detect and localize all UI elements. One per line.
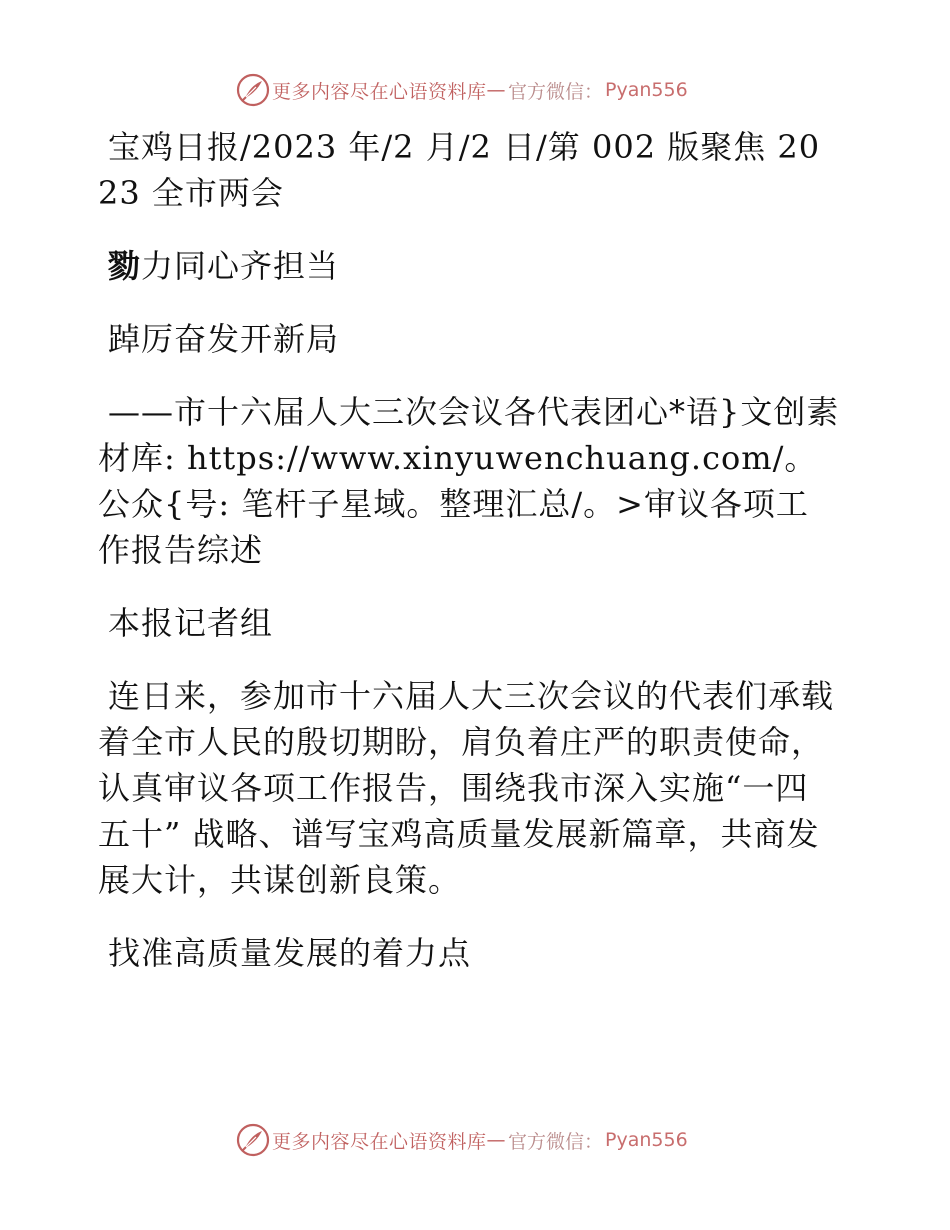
article-dateline: 宝鸡日报/2023 年/2 月/2 日/第 002 版聚焦 2023 全市两会 [98, 128, 821, 212]
headline-bold-char: 勠 [108, 247, 142, 285]
watermark-banner-top [236, 72, 688, 108]
headline-line-2: 踔厉奋发开新局 [108, 320, 340, 358]
section-heading: 找准高质量发展的着力点 [108, 934, 472, 972]
watermark-wechat-id: Pyan556 [605, 1129, 688, 1151]
byline: 本报记者组 [108, 604, 274, 642]
watermark-text: 更多内容尽在心语资料库 [272, 1130, 487, 1153]
headline-line-1 [98, 243, 840, 289]
subheadline: ——市十六届人大三次会议各代表团心*语}文创素材库: https://www.xinyuwenchuang.com/。公众{号: 笔杆子星域。整理汇总/。>审议各项工作报告综述 [98, 393, 840, 569]
article-body [98, 124, 840, 1003]
body-paragraph: 连日来，参加市十六届人大三次会议的代表们承载着全市人民的殷切期盼，肩负着庄严的职责使命，认真审议各项工作报告，围绕我市深入实施“一四五十” 战略、谱写宝鸡高质量发展新篇章，共商发展大计，共谋创新良策。 [98, 677, 835, 899]
watermark-dash: — [486, 79, 507, 101]
watermark-text: 更多内容尽在心语资料库 [272, 80, 487, 103]
watermark-wechat-id: Pyan556 [605, 79, 688, 101]
watermark-dash: — [486, 1129, 507, 1151]
watermark-banner-bottom [236, 1122, 688, 1158]
watermark-wechat-label: 官方微信： [508, 80, 604, 103]
headline-line-1-rest: 力同心齐担当 [141, 247, 340, 285]
feather-pen-logo-icon [236, 1123, 270, 1157]
watermark-wechat-label: 官方微信： [508, 1130, 604, 1153]
feather-pen-logo-icon [236, 73, 270, 107]
